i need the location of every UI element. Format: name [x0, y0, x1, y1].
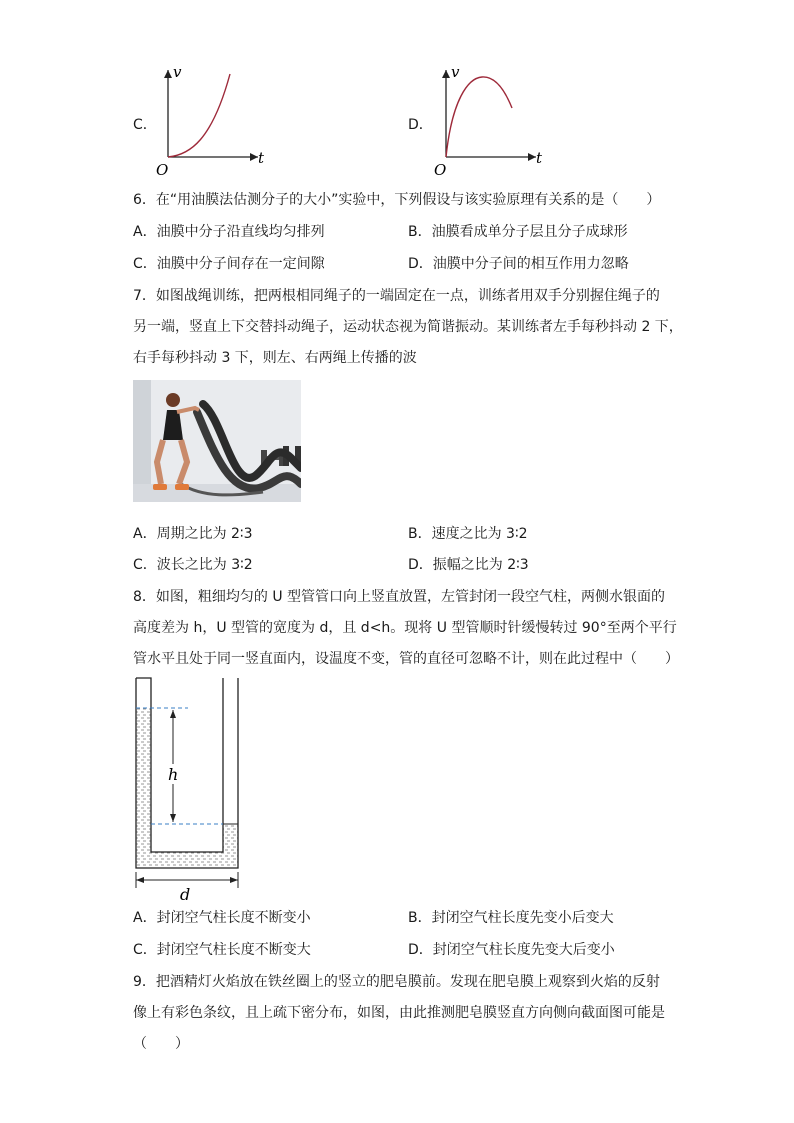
question-7-line-2: 另一端，竖直上下交替抖动绳子，运动状态视为简谐振动。某训练者左手每秒抖动 2 下，: [133, 319, 683, 335]
question-6-stem: 6．在“用油膜法估测分子的大小”实验中，下列假设与该实验原理有关系的是（ ）: [133, 192, 661, 208]
v-axis-label: v: [451, 63, 460, 81]
q6-option-c: C．油膜中分子间存在一定间隙: [133, 256, 325, 272]
u-tube-diagram: [128, 674, 248, 902]
origin-label: O: [434, 161, 447, 179]
q8-option-c: C．封闭空气柱长度不断变大: [133, 942, 311, 958]
q7-option-c: C．波长之比为 3∶2: [133, 557, 253, 573]
question-9-line-2: 像上有彩色条纹，且上疏下密分布，如图，由此推测肥皂膜竖直方向侧向截面图可能是: [133, 1005, 665, 1021]
q8-option-b: B．封闭空气柱长度先变小后变大: [408, 910, 614, 926]
q8-option-d: D．封闭空气柱长度先变大后变小: [408, 942, 615, 958]
q7-option-b: B．速度之比为 3∶2: [408, 526, 528, 542]
q7-option-a: A．周期之比为 2∶3: [133, 526, 253, 542]
question-8-line-1: 8．如图，粗细均匀的 U 型管管口向上竖直放置，左管封闭一段空气柱，两侧水银面的: [133, 589, 666, 605]
question-9-line-1: 9．把酒精灯火焰放在铁丝圈上的竖立的肥皂膜前。发现在肥皂膜上观察到火焰的反射: [133, 974, 660, 990]
question-7-line-1: 7．如图战绳训练，把两根相同绳子的一端固定在一点，训练者用双手分别握住绳子的: [133, 288, 660, 304]
velocity-time-graph-c: [150, 60, 270, 180]
question-8-line-3: 管水平且处于同一竖直面内，设温度不变，管的直径可忽略不计，则在此过程中（ ）: [133, 651, 679, 667]
h-label: h: [168, 765, 179, 784]
velocity-time-graph-d: [428, 60, 548, 180]
t-axis-label: t: [258, 149, 265, 167]
q6-option-d: D．油膜中分子间的相互作用力忽略: [408, 256, 629, 272]
q6-option-a: A．油膜中分子沿直线均匀排列: [133, 224, 325, 240]
question-8-line-2: 高度差为 h，U 型管的宽度为 d，且 d<h。现将 U 型管顺时针缓慢转过 90°至两个平行: [133, 620, 677, 636]
origin-label: O: [156, 161, 169, 179]
d-label: d: [180, 885, 191, 902]
q8-option-a: A．封闭空气柱长度不断变小: [133, 910, 311, 926]
q7-option-d: D．振幅之比为 2∶3: [408, 557, 529, 573]
v-axis-label: v: [173, 63, 182, 81]
battle-rope-training-image: [133, 380, 301, 502]
option-c-label: C．: [133, 117, 157, 133]
question-7-line-3: 右手每秒抖动 3 下，则左、右两绳上传播的波: [133, 350, 417, 366]
option-d-label: D．: [408, 117, 433, 133]
t-axis-label: t: [536, 149, 543, 167]
question-9-line-3: （ ）: [133, 1036, 189, 1052]
q6-option-b: B．油膜看成单分子层且分子成球形: [408, 224, 628, 240]
